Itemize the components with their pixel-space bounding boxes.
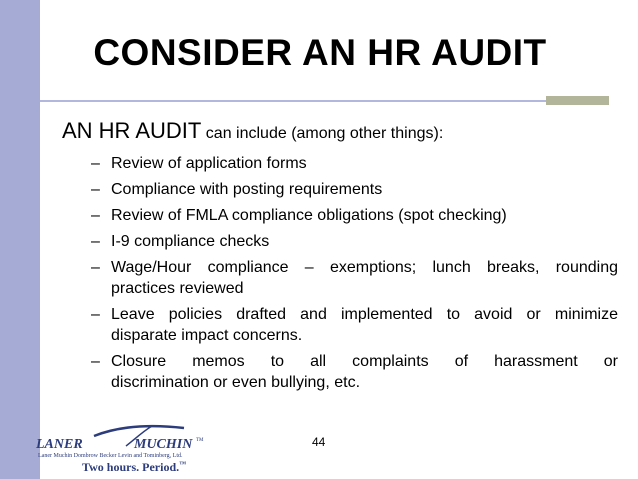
- list-item: [91, 179, 618, 200]
- item-text-line-1: Wage/Hour compliance – exemptions; lunch breaks, rounding: [111, 259, 618, 276]
- firm-logo: [34, 420, 264, 476]
- item-text: Review of application forms: [111, 155, 307, 172]
- logo-trademark: TM: [196, 438, 204, 443]
- logo-tagline-tm: ™: [179, 460, 187, 468]
- item-text-line-1: Closure memos to all complaints of harassment or: [111, 353, 618, 370]
- logo-name-right: MUCHIN: [134, 437, 193, 452]
- list-item: [91, 153, 618, 174]
- list-item: [91, 205, 618, 226]
- slide-title: CONSIDER AN HR AUDIT: [93, 32, 547, 73]
- logo-firm-line: Laner Muchin Dombrow Becker Levin and Tominberg, Ltd.: [38, 453, 183, 459]
- dash-bullet: –: [91, 353, 100, 370]
- item-text: I-9 compliance checks: [111, 233, 270, 250]
- divider-accent-block: [546, 96, 609, 105]
- dash-bullet: –: [91, 207, 100, 224]
- list-item: [91, 351, 618, 393]
- audit-items-list: [62, 153, 618, 393]
- lead-sentence: [62, 118, 618, 144]
- item-text: Compliance with posting requirements: [111, 181, 383, 198]
- dash-bullet: –: [91, 181, 100, 198]
- list-item: [91, 257, 618, 299]
- item-text-line-1: Leave policies drafted and implemented to avoid or minimize: [111, 306, 618, 323]
- title-divider: [40, 100, 595, 102]
- item-text: Review of FMLA compliance obligations (spot checking): [111, 207, 507, 224]
- dash-bullet: –: [91, 259, 100, 276]
- logo-tagline: [82, 460, 186, 475]
- item-text-line-2: discrimination or even bullying, etc.: [111, 374, 361, 391]
- logo-tagline-text: Two hours. Period.: [82, 460, 180, 474]
- lead-heading: AN HR AUDIT: [62, 118, 202, 143]
- page-number: 44: [312, 435, 326, 449]
- list-item: [91, 231, 618, 252]
- lead-text: can include (among other things):: [201, 125, 444, 142]
- logo-name-left: LANER: [36, 437, 83, 452]
- dash-bullet: –: [91, 306, 100, 323]
- dash-bullet: –: [91, 233, 100, 250]
- slide-body: [62, 118, 618, 398]
- dash-bullet: –: [91, 155, 100, 172]
- item-text-line-2: practices reviewed: [111, 280, 244, 297]
- item-text-line-2: disparate impact concerns.: [111, 327, 303, 344]
- left-accent-bar: [0, 0, 40, 479]
- list-item: [91, 304, 618, 346]
